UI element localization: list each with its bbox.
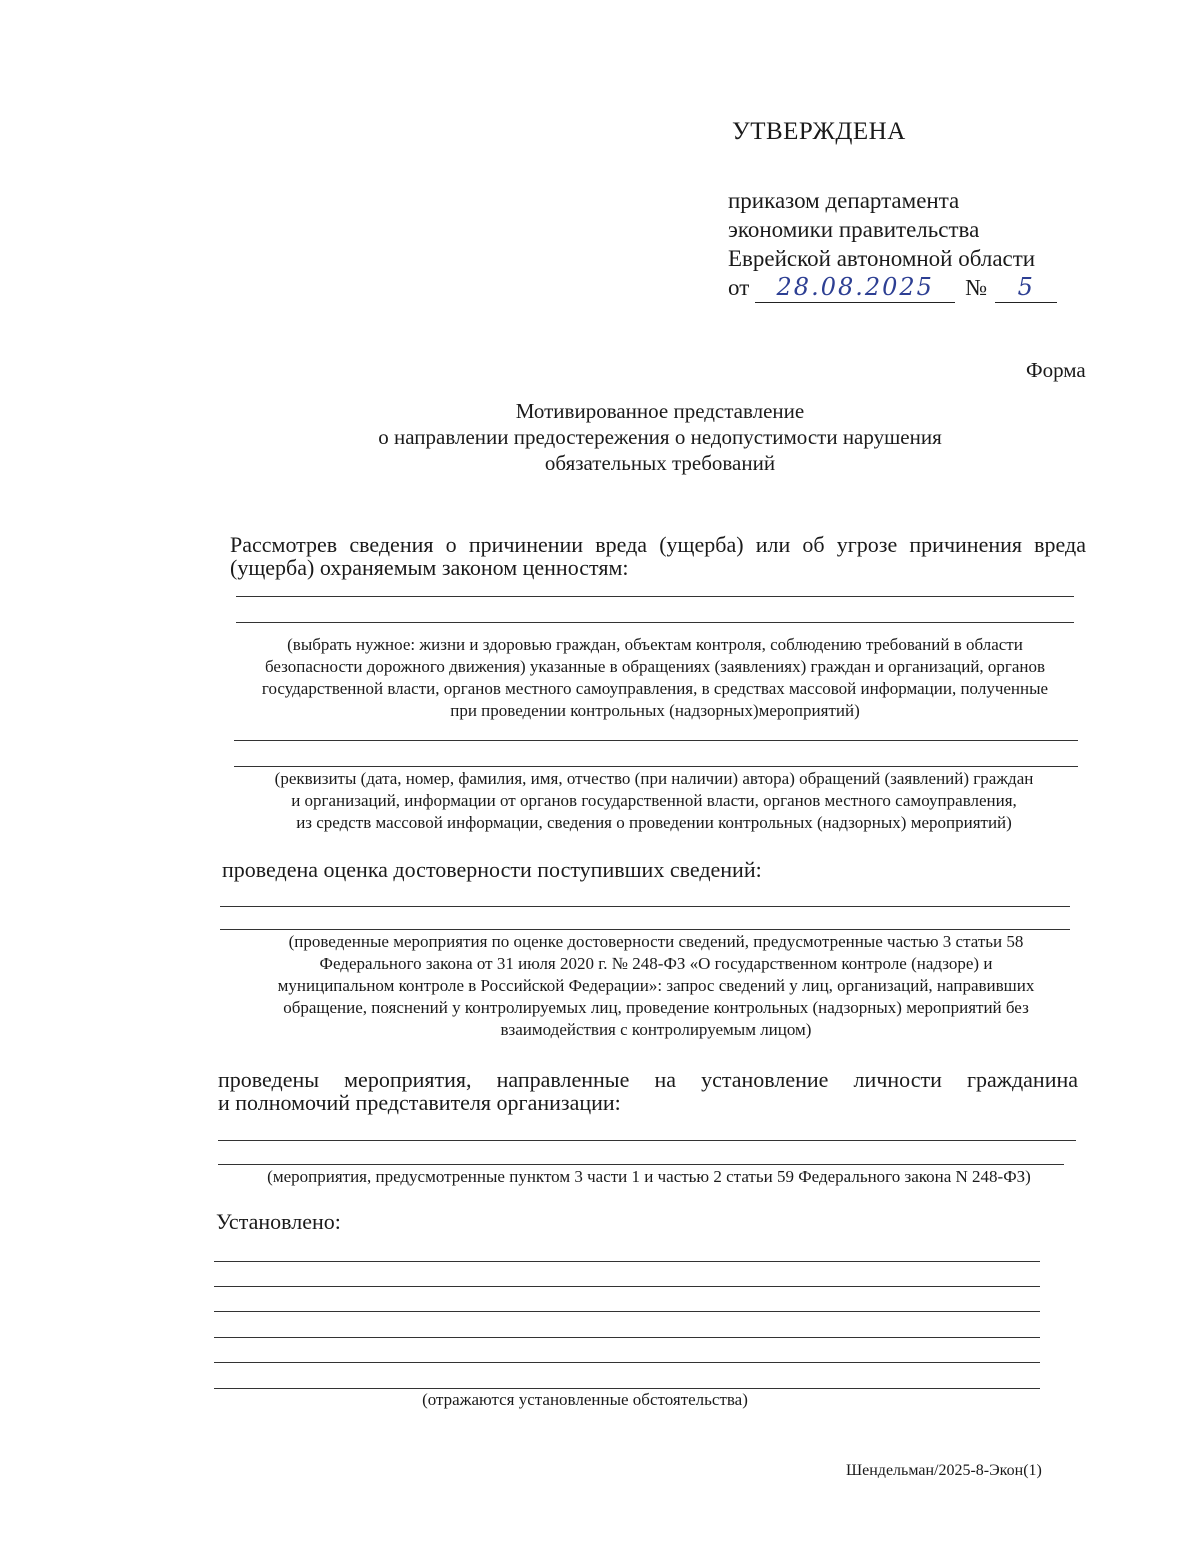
document-footer-code: Шендельман/2025-8-Экон(1) bbox=[846, 1462, 1042, 1479]
section2-text: проведена оценка достоверности поступивших сведений: bbox=[222, 857, 762, 882]
fill-line bbox=[236, 596, 1074, 597]
section3-text-line-1: проведены мероприятия, направленные на установление личности гражданина bbox=[218, 1067, 1078, 1092]
fill-line bbox=[220, 906, 1070, 907]
handwritten-date: 28.08.2025 bbox=[776, 273, 934, 301]
approval-line-1: приказом департамента bbox=[728, 188, 960, 213]
fill-line bbox=[214, 1337, 1040, 1338]
fill-line bbox=[214, 1286, 1040, 1287]
number-field bbox=[995, 273, 1057, 303]
date-field bbox=[755, 273, 955, 303]
section3-text-line-2: и полномочий представителя организации: bbox=[218, 1090, 621, 1115]
section1-text-line-1: Рассмотрев сведения о причинении вреда (ущерба) или об угрозе причинения вреда bbox=[230, 532, 1086, 557]
form-label: Форма bbox=[1026, 358, 1086, 382]
date-prefix: от bbox=[728, 275, 750, 300]
approval-line-3: Еврейской автономной области bbox=[728, 246, 1036, 271]
note-line: (выбрать нужное: жизни и здоровью граждан, объектам контроля, соблюдению требований в области bbox=[287, 635, 1023, 654]
note-line: (реквизиты (дата, номер, фамилия, имя, отчество (при наличии) автора) обращений (заявлений) граждан bbox=[274, 769, 1034, 788]
fill-line bbox=[218, 1140, 1076, 1141]
note-line: (проведенные мероприятия по оценке достоверности сведений, предусмотренные частью 3 статьи 58 bbox=[288, 932, 1024, 951]
note-line: из средств массовой информации, сведения о проведении контрольных (надзорных) мероприятий) bbox=[296, 813, 1012, 832]
fill-line bbox=[234, 740, 1078, 741]
section1-text-line-2: (ущерба) охраняемым законом ценностям: bbox=[230, 555, 629, 580]
note-line: Федерального закона от 31 июля 2020 г. № 248-ФЗ «О государственном контроле (надзоре) и bbox=[319, 954, 993, 973]
title-line-2: о направлении предостережения о недопустимости нарушения bbox=[378, 425, 942, 449]
fill-line bbox=[218, 1164, 1064, 1165]
note-line: безопасности дорожного движения) указанные в обращениях (заявлениях) граждан и организаций, органов bbox=[264, 657, 1046, 676]
title-line-1: Мотивированное представление bbox=[515, 399, 805, 423]
section3-note: (мероприятия, предусмотренные пунктом 3 части 1 и частью 2 статьи 59 Федерального закона N 248-ФЗ) bbox=[267, 1167, 1031, 1186]
section2-note bbox=[226, 931, 1086, 1041]
fill-line bbox=[214, 1311, 1040, 1312]
note-line: муниципальном контроле в Российской Федерации»: запрос сведений у лиц, организаций, направивших bbox=[277, 976, 1035, 995]
note-line: обращение, пояснений у контролируемых лиц, проведение контрольных (надзорных) мероприятий без bbox=[283, 998, 1029, 1017]
approval-heading: УТВЕРЖДЕНА bbox=[732, 118, 906, 145]
section1-note-2 bbox=[236, 768, 1072, 834]
note-line: взаимодействия с контролируемым лицом) bbox=[500, 1020, 812, 1039]
fill-line bbox=[236, 622, 1074, 623]
approval-order-block bbox=[728, 186, 1057, 302]
handwritten-number: 5 bbox=[1017, 273, 1035, 301]
note-line: при проведении контрольных (надзорных)мероприятий) bbox=[450, 701, 860, 720]
number-prefix: № bbox=[965, 275, 988, 300]
section4-heading: Установлено: bbox=[216, 1209, 341, 1234]
document-title bbox=[300, 398, 1020, 476]
section4-note: (отражаются установленные обстоятельства) bbox=[422, 1390, 748, 1409]
section1-note bbox=[226, 634, 1084, 722]
fill-line bbox=[214, 1362, 1040, 1363]
note-line: государственной власти, органов местного самоуправления, в средствах массовой информации, полученные bbox=[261, 679, 1049, 698]
approval-line-2: экономики правительства bbox=[728, 217, 980, 242]
title-line-3: обязательных требований bbox=[544, 451, 776, 475]
fill-line bbox=[220, 929, 1070, 930]
fill-line bbox=[214, 1261, 1040, 1262]
note-line: и организаций, информации от органов государственной власти, органов местного самоуправления, bbox=[291, 791, 1017, 810]
fill-line bbox=[234, 766, 1078, 767]
approval-date-row bbox=[728, 273, 1057, 302]
